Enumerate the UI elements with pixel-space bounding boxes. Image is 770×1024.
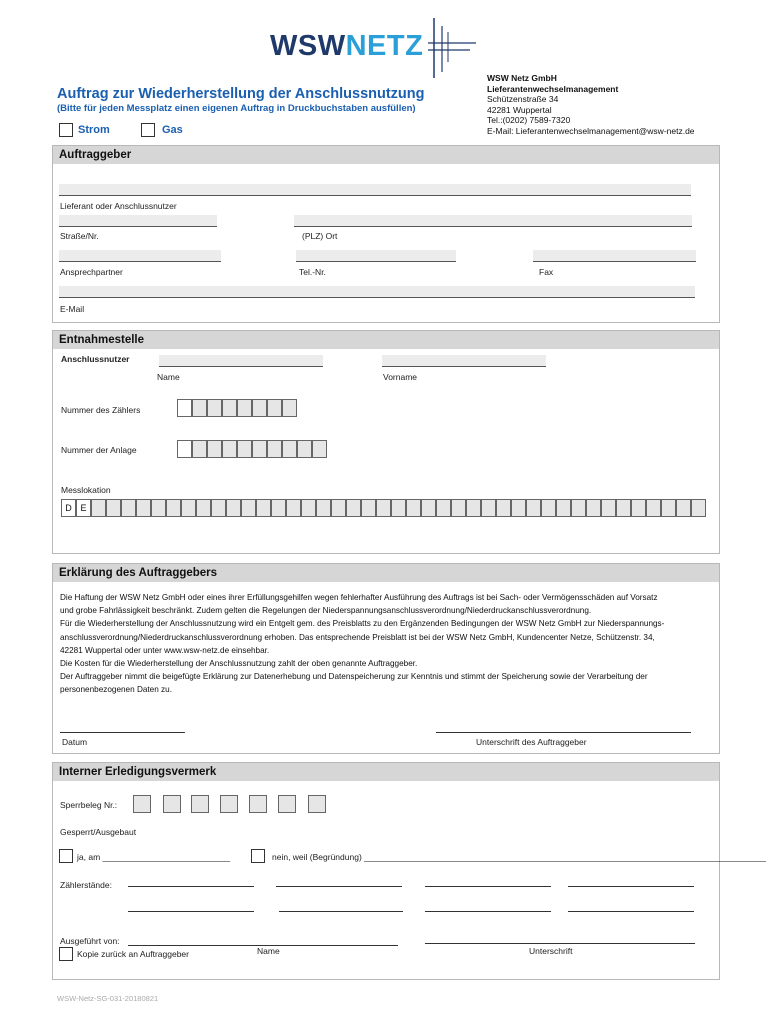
ja-am-label: ja, am ___________________________	[77, 852, 231, 862]
vorname-label: Vorname	[383, 372, 418, 382]
vorname-field[interactable]	[382, 355, 546, 367]
datum-line[interactable]	[60, 732, 185, 733]
address-block	[487, 73, 695, 136]
email-field[interactable]	[59, 286, 695, 298]
zaehlerstand-line-7[interactable]	[425, 911, 551, 912]
unterschrift-line[interactable]	[436, 732, 691, 733]
zaehlerstand-line-1[interactable]	[128, 886, 254, 887]
ausgefuehrt-name-label: Name	[257, 946, 280, 956]
datum-label: Datum	[62, 737, 88, 747]
erklaerung-line-6: Die Kosten für die Wiederherstellung der Anschlussnutzung zahlt der oben genannte Auftraggeber.	[60, 659, 418, 669]
intern-unterschrift-line[interactable]	[425, 943, 695, 944]
ja-checkbox[interactable]	[59, 849, 73, 863]
erklaerung-line-5: 42281 Wuppertal oder unter www.wsw-netz.de einsehbar.	[60, 645, 270, 655]
strom-checkbox[interactable]	[59, 123, 73, 137]
logo	[270, 18, 480, 78]
logo-grid-icon	[428, 18, 480, 78]
erklaerung-line-3: Für die Wiederherstellung der Anschlussnutzung wird ein Entgelt gem. des Preisblatts zu den Ergänzenden Bedingungen der WSW Netz GmbH zur Niederspannungs-	[60, 619, 665, 629]
messlokation-label: Messlokation	[61, 485, 111, 495]
plz-ort-label: (PLZ) Ort	[302, 231, 338, 241]
address-phone: Tel.:(0202) 7589-7320	[487, 115, 571, 125]
zaehlerstand-line-2[interactable]	[276, 886, 402, 887]
section-intern	[52, 762, 766, 980]
section-auftraggeber	[52, 145, 720, 323]
erklaerung-line-1: Die Haftung der WSW Netz GmbH oder eines ihrer Erfüllungsgehilfen wegen fehlerhafter Ausführung des Auftrags ist bei Sach- oder Vermögensschäden auf Vorsatz	[60, 593, 658, 602]
anlage-label: Nummer der Anlage	[61, 445, 137, 455]
zaehler-label: Nummer des Zählers	[61, 405, 141, 415]
erklaerung-heading: Erklärung des Auftraggebers	[53, 564, 719, 582]
zaehlerstand-line-4[interactable]	[568, 886, 694, 887]
form-subtitle: (Bitte für jeden Messplatz einen eigenen Auftrag in Druckbuchstaben ausfüllen)	[57, 103, 416, 114]
address-company: WSW Netz GmbH	[487, 73, 557, 83]
address-department: Lieferantenwechselmanagement	[487, 83, 619, 94]
zaehlerstand-line-8[interactable]	[568, 911, 694, 912]
plz-ort-field[interactable]	[294, 215, 692, 227]
strom-label: Strom	[78, 124, 110, 136]
gesperrt-label: Gesperrt/Ausgebaut	[60, 827, 137, 837]
strasse-field[interactable]	[59, 215, 217, 227]
zaehler-boxes[interactable]	[177, 399, 297, 417]
zaehlerstaende-label: Zählerstände:	[60, 880, 112, 890]
ausgefuehrt-label: Ausgeführt von:	[60, 936, 120, 946]
lieferant-label: Lieferant oder Anschlussnutzer	[60, 201, 177, 211]
erklaerung-text	[60, 591, 720, 697]
zaehlerstand-line-5[interactable]	[128, 911, 254, 912]
lieferant-field[interactable]	[59, 184, 691, 196]
messlokation-boxes[interactable]	[61, 499, 706, 517]
name-field[interactable]	[159, 355, 323, 367]
erklaerung-line-7: Der Auftraggeber nimmt die beigefügte Erklärung zur Datenerhebung und Datenspeicherung zur Kenntnis und stimmt der Speicherung sowie der Verarbeitung der	[60, 672, 648, 682]
ansprechpartner-field[interactable]	[59, 250, 221, 262]
fax-label: Fax	[539, 267, 554, 277]
address-email: E-Mail: Lieferantenwechselmanagement@wsw-netz.de	[487, 125, 695, 136]
intern-heading: Interner Erledigungsvermerk	[53, 763, 719, 781]
tel-label: Tel.-Nr.	[299, 267, 326, 277]
gas-checkbox[interactable]	[141, 123, 155, 137]
gas-label: Gas	[162, 124, 183, 136]
nein-checkbox[interactable]	[251, 849, 265, 863]
form-title: Auftrag zur Wiederherstellung der Anschlussnutzung	[57, 86, 425, 102]
footer-code: WSW-Netz-SG-031-20180821	[57, 994, 159, 1003]
address-city: 42281 Wuppertal	[487, 104, 552, 115]
section-entnahmestelle	[52, 330, 720, 554]
kopie-checkbox[interactable]	[59, 947, 73, 961]
logo-netz: NETZ	[345, 30, 424, 62]
kopie-label: Kopie zurück an Auftraggeber	[77, 949, 189, 959]
intern-unterschrift-label: Unterschrift	[529, 946, 573, 956]
sperrbeleg-boxes[interactable]	[133, 795, 333, 813]
name-label: Name	[157, 372, 180, 382]
section-erklaerung	[52, 563, 720, 754]
erklaerung-line-2: und grobe Fahrlässigkeit beschränkt. Zudem gelten die Regelungen der Niederspannungsanschlussverordnung/Niederdruckanschlussverordnung.	[60, 606, 592, 616]
sperrbeleg-label: Sperrbeleg Nr.:	[60, 800, 118, 810]
entnahmestelle-heading: Entnahmestelle	[53, 331, 719, 349]
anschlussnutzer-label: Anschlussnutzer	[61, 354, 130, 364]
strasse-label: Straße/Nr.	[60, 231, 99, 241]
zaehlerstand-line-6[interactable]	[279, 911, 403, 912]
ansprechpartner-label: Ansprechpartner	[60, 267, 123, 277]
tel-field[interactable]	[296, 250, 456, 262]
nein-weil-label: nein, weil (Begründung) _____________________________________________________________________________________	[272, 852, 766, 862]
erklaerung-line-8: personenbezogenen Daten zu.	[60, 685, 172, 695]
anlage-boxes[interactable]	[177, 440, 327, 458]
auftraggeber-heading: Auftraggeber	[53, 146, 719, 164]
melo-cell-e: E	[76, 499, 91, 517]
logo-wsw: WSW	[270, 30, 346, 62]
fax-field[interactable]	[533, 250, 696, 262]
address-street: Schützenstraße 34	[487, 94, 559, 104]
zaehlerstand-line-3[interactable]	[425, 886, 551, 887]
unterschrift-label: Unterschrift des Auftraggeber	[476, 737, 587, 747]
email-label: E-Mail	[60, 304, 85, 314]
erklaerung-line-4: anschlussverordnung/Niederdruckanschlussverordnung erhoben. Das entsprechende Preisblatt ist bei der WSW Netz GmbH, Kundencenter Netze, Schützenstr. 34,	[60, 632, 655, 642]
melo-cell-d: D	[61, 499, 76, 517]
